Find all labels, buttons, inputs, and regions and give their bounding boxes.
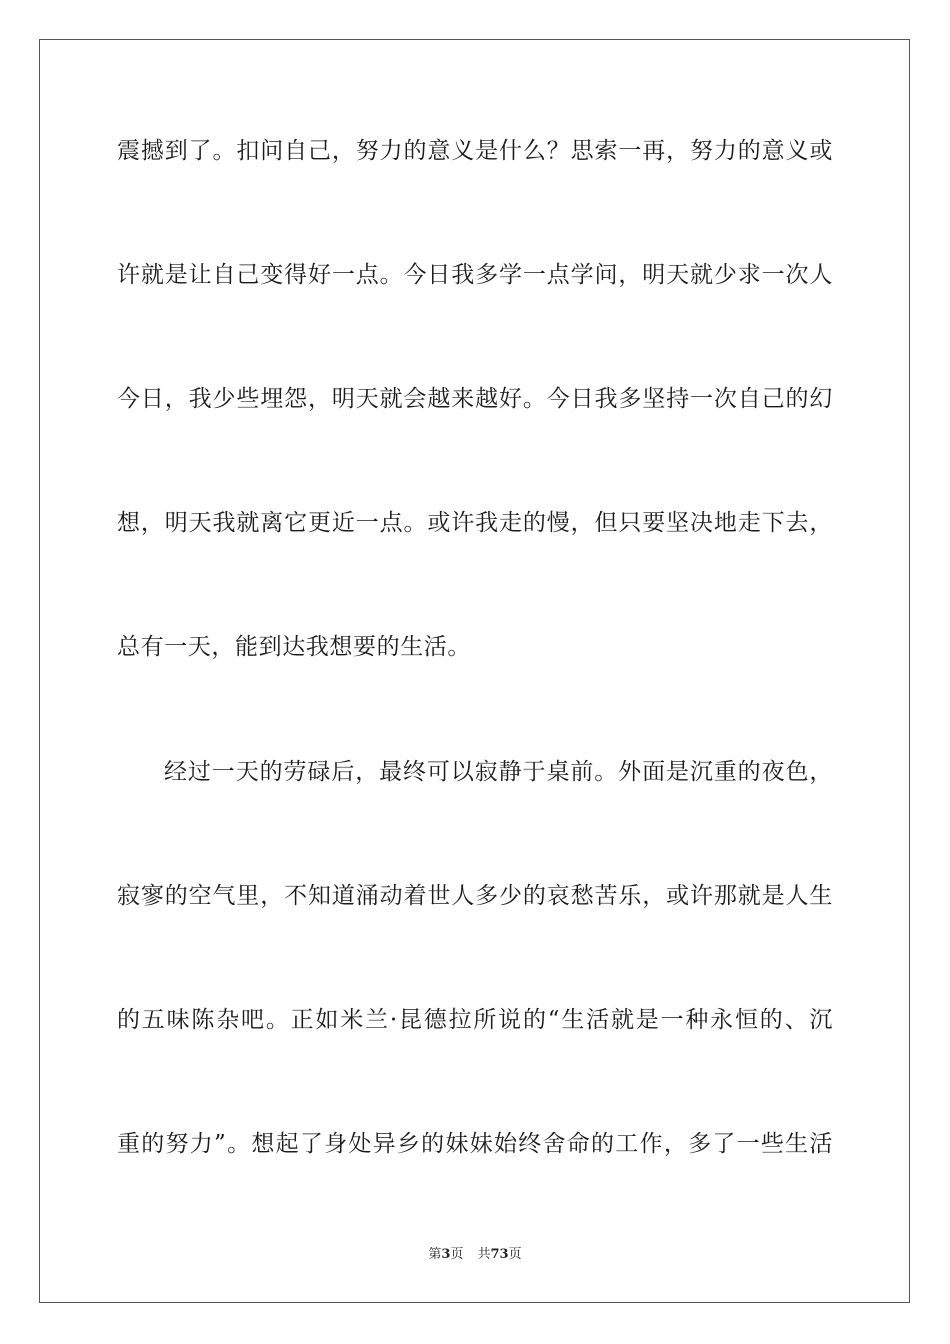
page-prefix: 第 xyxy=(428,1247,442,1262)
text-line-3: 今日，我少些埋怨，明天就会越来越好。今日我多坚持一次自己的幻 xyxy=(117,386,833,412)
total-pages: 73 xyxy=(490,1247,509,1262)
text-line-6-paragraph-start: 经过一天的劳碌后，最终可以寂静于桌前。外面是沉重的夜色， xyxy=(164,759,833,785)
text-line-4: 想，明天我就离它更近一点。或许我走的慢，但只要坚决地走下去， xyxy=(117,510,833,536)
text-line-7: 寂寥的空气里，不知道涌动着世人多少的哀愁苦乐，或许那就是人生 xyxy=(117,883,833,909)
total-prefix: 共 xyxy=(477,1247,491,1262)
text-line-2: 许就是让自己变得好一点。今日我多学一点学问，明天就少求一次人 xyxy=(117,262,833,288)
text-line-9: 重的努力”。想起了身处异乡的妹妹始终舍命的工作，多了一些生活 xyxy=(117,1131,833,1157)
total-suffix: 页 xyxy=(508,1247,522,1262)
text-line-1: 震撼到了。扣问自己，努力的意义是什么？思索一再，努力的意义或 xyxy=(117,138,833,164)
page-number: 3 xyxy=(441,1247,451,1262)
text-line-5: 总有一天，能到达我想要的生活。 xyxy=(117,634,471,660)
page-footer xyxy=(0,1246,950,1264)
page-suffix: 页 xyxy=(450,1247,464,1262)
page-border xyxy=(39,39,910,1303)
text-line-8: 的五味陈杂吧。正如米兰·昆德拉所说的“生活就是一种永恒的、沉 xyxy=(117,1007,833,1033)
